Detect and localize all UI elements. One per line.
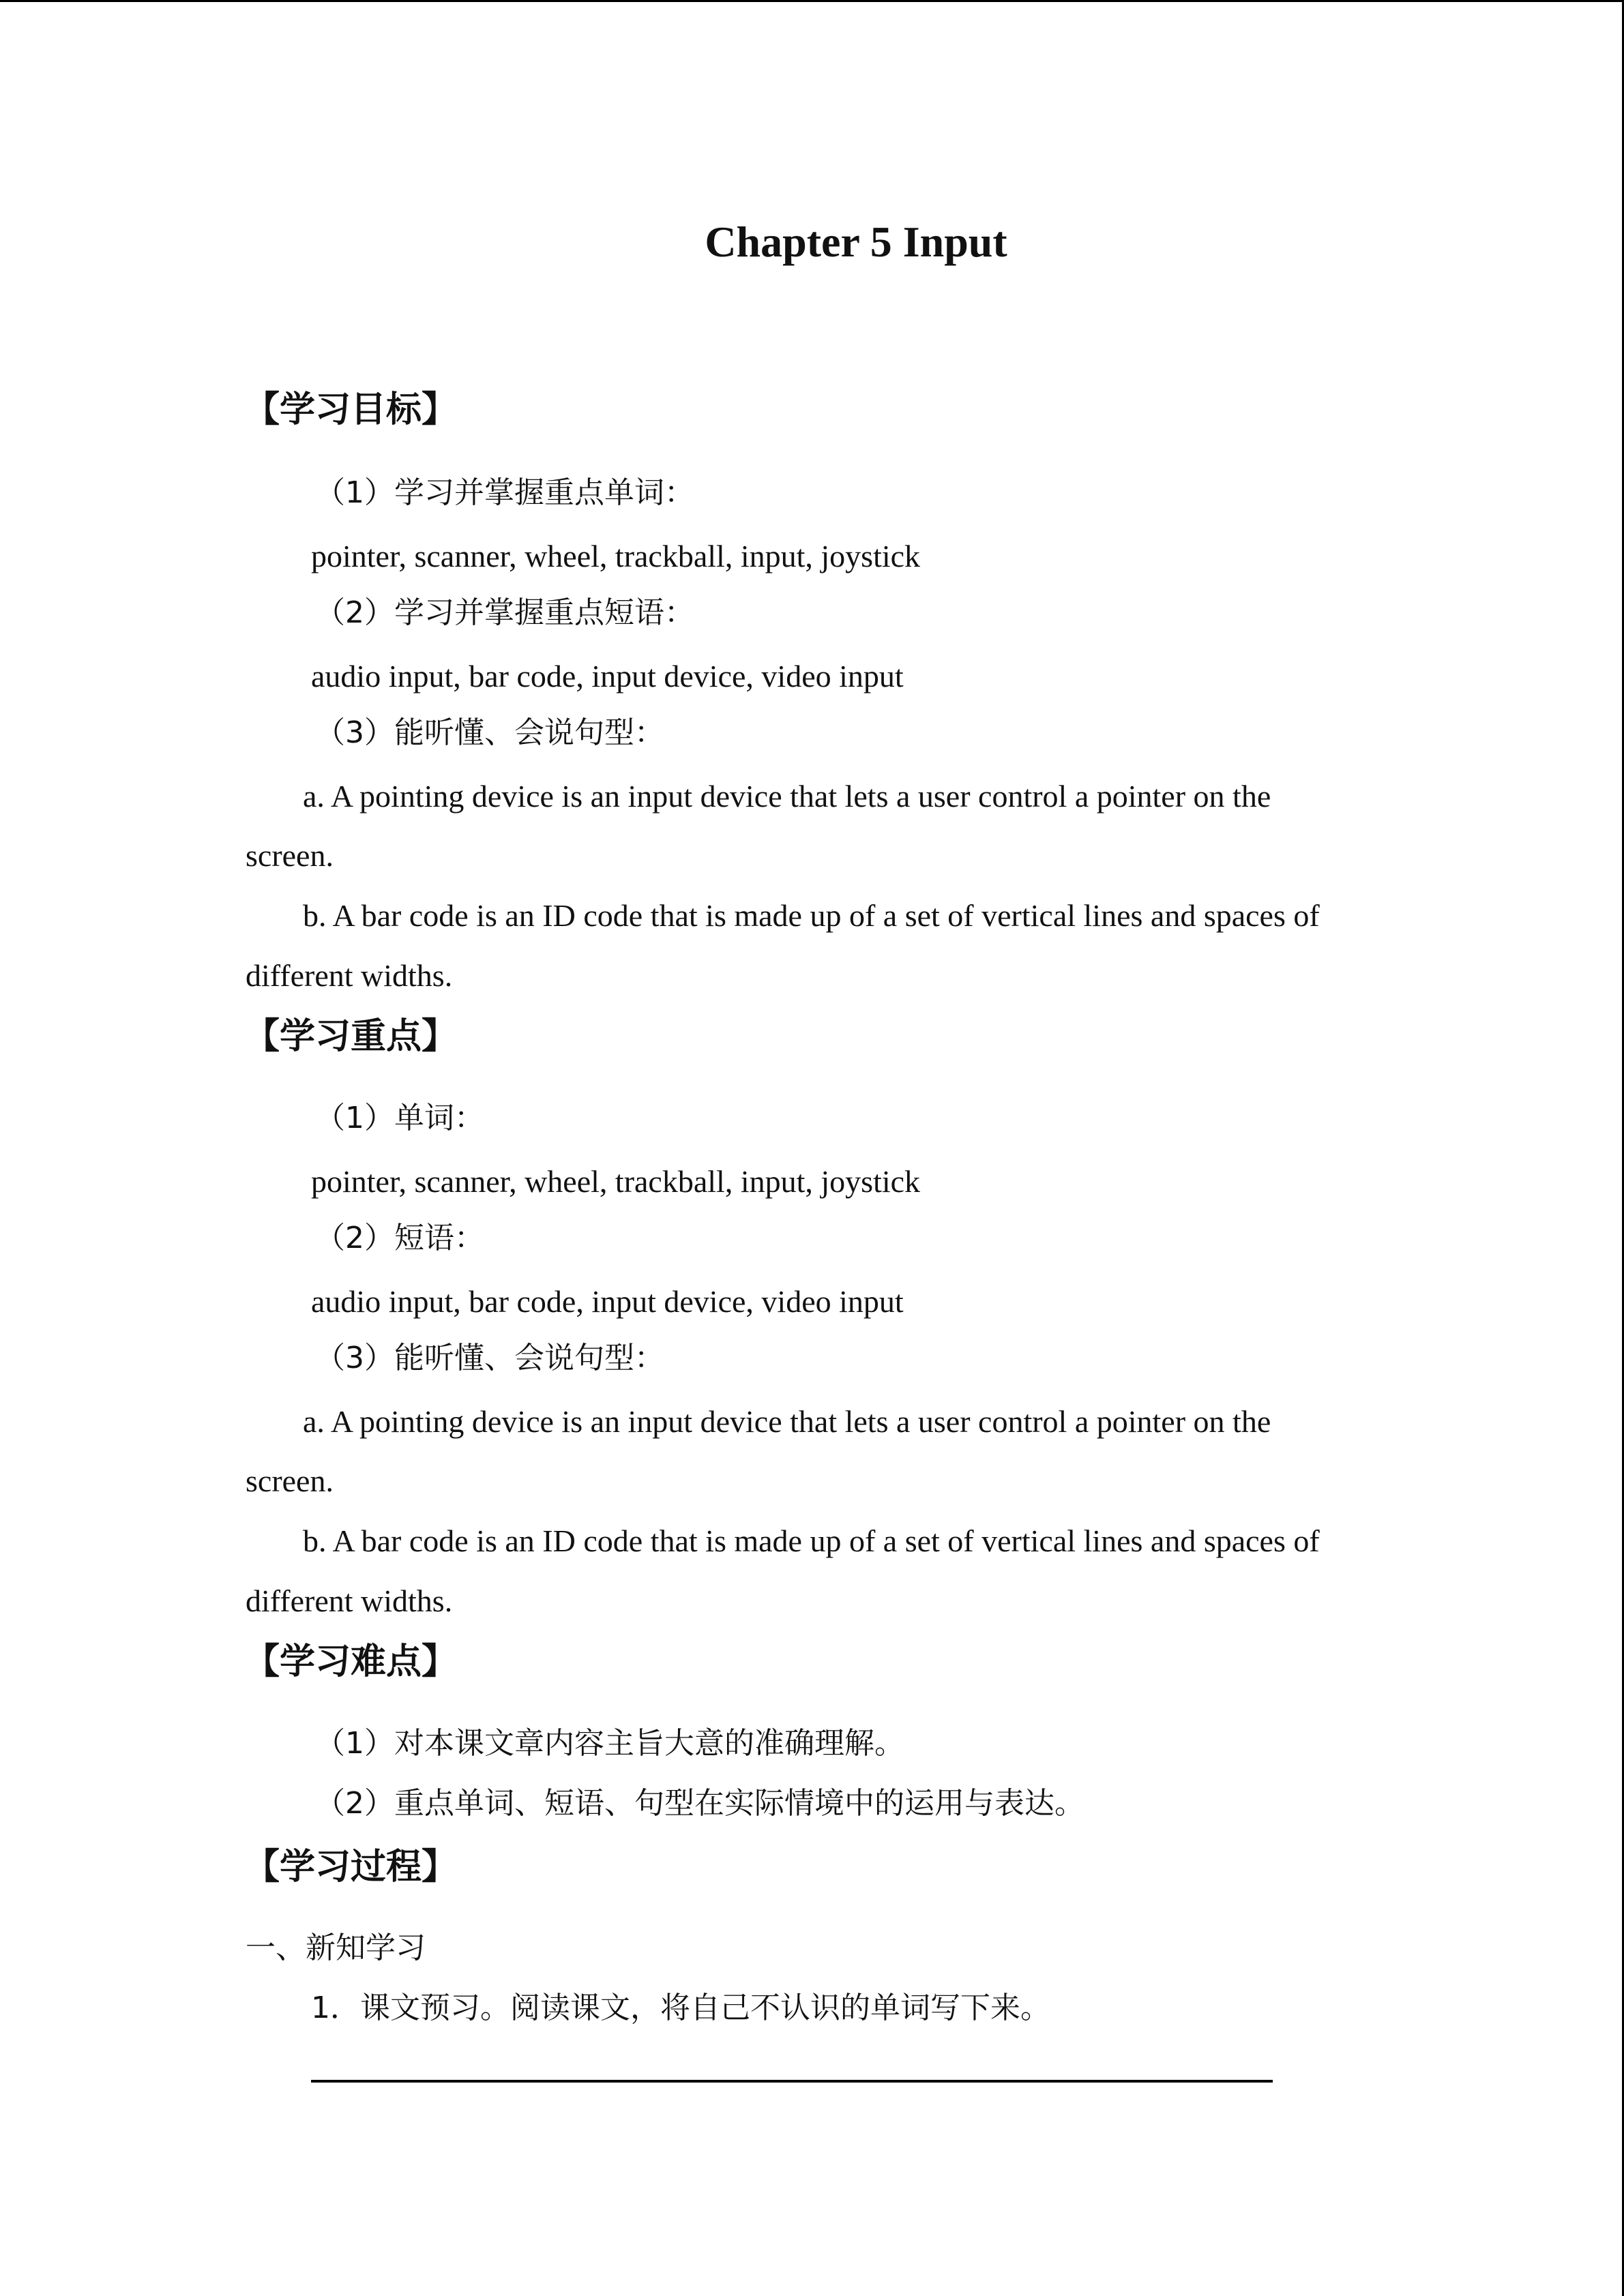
key-points-item3-label: （3）能听懂、会说句型： — [315, 1341, 664, 1375]
process-task1: 1．课文预习。阅读课文，将自己不认识的单词写下来。 — [311, 1991, 1050, 2025]
key-points-item2-phrases: audio input, bar code, input device, video input — [311, 1284, 904, 1319]
objectives-item3-label: （3）能听懂、会说句型： — [315, 715, 664, 750]
difficulties-item1: （1）对本课文章内容主旨大意的准确理解。 — [315, 1726, 904, 1761]
objectives-sentence-a-line2: screen. — [246, 838, 334, 873]
key-points-sentence-a-line2: screen. — [246, 1463, 334, 1498]
key-points-item2-label: （2）短语： — [315, 1221, 484, 1255]
objectives-item2-phrases: audio input, bar code, input device, video input — [311, 659, 904, 694]
difficulties-item2: （2）重点单词、短语、句型在实际情境中的运用与表达。 — [315, 1786, 1084, 1821]
key-points-heading: 【学习重点】 — [244, 1016, 458, 1057]
key-points-item1-words: pointer, scanner, wheel, trackball, input, joystick — [311, 1164, 921, 1199]
key-points-sentence-b-line2: different widths. — [246, 1583, 453, 1618]
key-points-item1-label: （1）单词： — [315, 1101, 484, 1135]
key-points-sentence-a-line1: a. A pointing device is an input device that lets a user control a pointer on the — [303, 1404, 1271, 1439]
process-heading: 【学习过程】 — [244, 1847, 458, 1888]
difficulties-heading: 【学习难点】 — [244, 1641, 458, 1682]
objectives-item2-label: （2）学习并掌握重点短语： — [315, 595, 694, 630]
key-points-sentence-b-line1: b. A bar code is an ID code that is made up of a set of vertical lines and spaces of — [303, 1523, 1320, 1558]
objectives-item1-label: （1）学习并掌握重点单词： — [315, 475, 694, 510]
objectives-sentence-b-line2: different widths. — [246, 958, 453, 993]
document-title: Chapter 5 Input — [705, 218, 1007, 266]
objectives-sentence-a-line1: a. A pointing device is an input device that lets a user control a pointer on the — [303, 779, 1271, 814]
objectives-sentence-b-line1: b. A bar code is an ID code that is made up of a set of vertical lines and spaces of — [303, 898, 1320, 933]
objectives-heading: 【学习目标】 — [244, 389, 458, 430]
objectives-item1-words: pointer, scanner, wheel, trackball, input, joystick — [311, 539, 921, 573]
process-section1: 一、新知学习 — [246, 1930, 426, 1965]
answer-blank-line[interactable] — [311, 2080, 1273, 2083]
